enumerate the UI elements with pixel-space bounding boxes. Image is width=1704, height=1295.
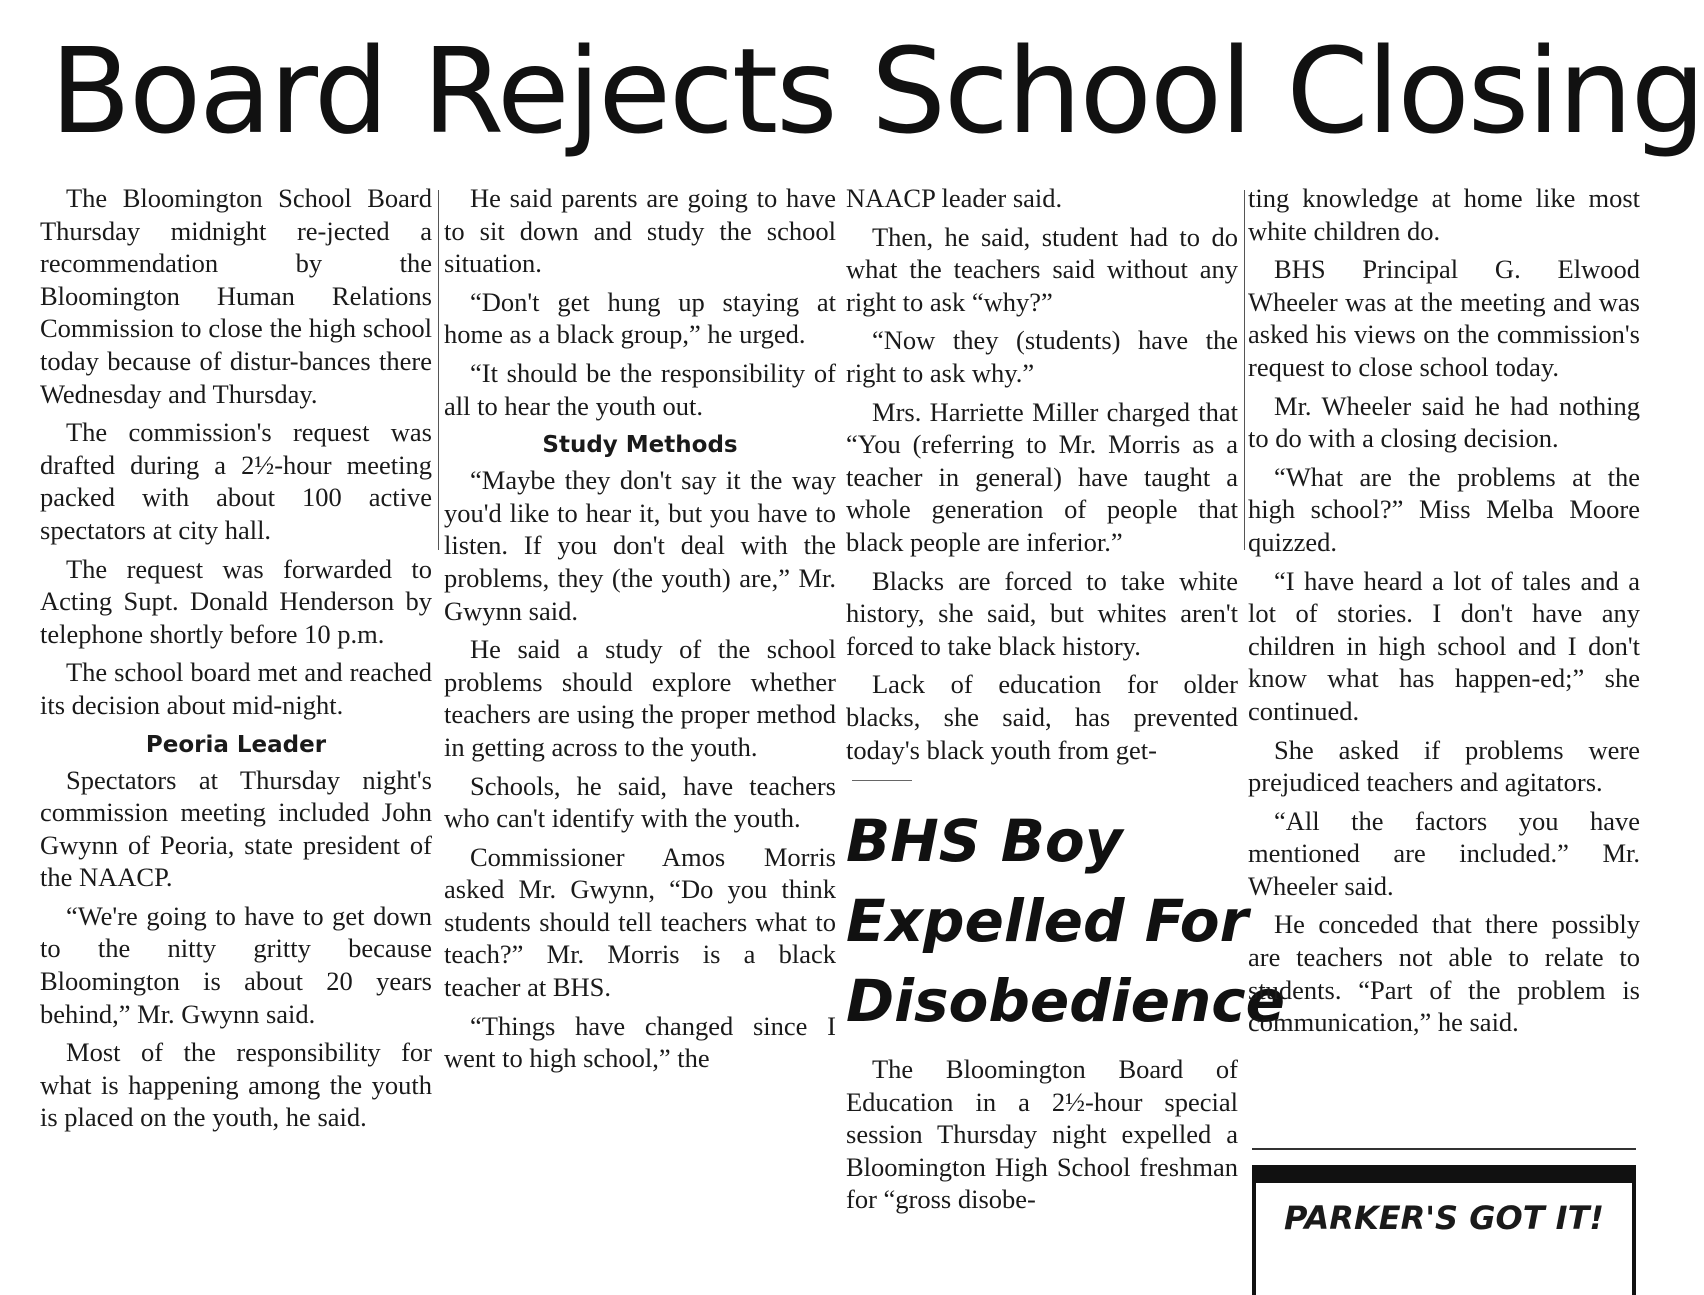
paragraph: Schools, he said, have teachers who can't identify with the youth. (444, 770, 836, 834)
paragraph: Mr. Wheeler said he had nothing to do with a closing decision. (1248, 390, 1640, 454)
paragraph: He conceded that there possibly are teachers not able to relate to students. “Part of the problem is communication,” he said. (1248, 909, 1640, 1038)
paragraph: Then, he said, student had to do what the teachers said without any right to ask “why?” (846, 221, 1238, 317)
secondary-headline-line: Expelled For (846, 887, 1249, 956)
paragraph: “We're going to have to get down to the nitty gritty because Bloomington is about 20 years behind,” Mr. Gwynn said. (40, 900, 432, 1029)
advertisement-box (1252, 1165, 1636, 1295)
article-column-4 (1248, 182, 1640, 1282)
article-divider (852, 780, 912, 781)
paragraph: The Bloomington Board of Education in a 2½-hour special session Thursday night expelled a Bloomington High School freshman for “gross disobe- (846, 1054, 1238, 1215)
paragraph: The commission's request was drafted during a 2½-hour meeting packed with about 100 active spectators at city hall. (40, 417, 432, 545)
article-divider (1252, 1148, 1636, 1150)
paragraph: BHS Principal G. Elwood Wheeler was at the meeting and was asked his views on the commission's request to close school today. (1248, 254, 1640, 382)
paragraph: “It should be the responsibility of all to hear the youth out. (444, 357, 836, 421)
article-column-3 (846, 182, 1285, 1282)
section-subhead: Peoria Leader (145, 731, 327, 758)
secondary-headline (846, 801, 1285, 1041)
ad-headline: PARKER'S GOT IT! (1284, 1199, 1604, 1237)
column-rule (1244, 190, 1245, 550)
article-column-1 (40, 182, 432, 1282)
paragraph: Mrs. Harriette Miller charged that “You (referring to Mr. Morris as a teacher in general) have taught a whole generation of people that black people are inferior.” (846, 396, 1238, 557)
paragraph: He said a study of the school problems should explore whether teachers are using the proper method in getting across to the youth. (444, 634, 836, 762)
paragraph: He said parents are going to have to sit down and study the school situation. (444, 183, 836, 279)
paragraph: “Things have changed since I went to high school,” the (444, 1010, 836, 1074)
paragraph: “I have heard a lot of tales and a lot of stories. I don't have any children in high school and I don't know what has happen-ed;” she continued. (1248, 565, 1640, 726)
paragraph: NAACP leader said. (846, 183, 1063, 213)
article-column-2 (444, 182, 836, 1282)
paragraph: Lack of education for older blacks, she said, has prevented today's black youth from get- (846, 669, 1238, 765)
paragraph: “Don't get hung up staying at home as a black group,” he urged. (444, 286, 836, 350)
ad-top-bar (1256, 1169, 1632, 1183)
paragraph: Spectators at Thursday night's commission meeting included John Gwynn of Peoria, state president of the NAACP. (40, 764, 432, 893)
paragraph: “Maybe they don't say it the way you'd like to hear it, but you have to listen. If you don't deal with the problems, they (the youth) are,” Mr. Gwynn said. (444, 465, 836, 626)
paragraph: The Bloomington School Board Thursday midnight re-jected a recommendation by the Bloomington Human Relations Commission to close the high school today because of distur-bances there Wednesday and Thursday. (40, 183, 432, 409)
paragraph: “Now they (students) have the right to ask why.” (846, 325, 1238, 388)
paragraph: Most of the responsibility for what is happening among the youth is placed on the youth, he said. (40, 1037, 432, 1133)
paragraph: Commissioner Amos Morris asked Mr. Gwynn, “Do you think students should tell teachers what to teach?” Mr. Morris is a black teacher at BHS. (444, 841, 836, 1003)
headline: Board Rejects School Closing (50, 22, 1704, 160)
secondary-headline-line: BHS Boy (846, 807, 1123, 876)
paragraph: Blacks are forced to take white history, she said, but whites aren't forced to take black history. (846, 565, 1238, 661)
section-subhead: Study Methods (542, 432, 738, 459)
column-rule (438, 190, 439, 550)
paragraph: “All the factors you have mentioned are included.” Mr. Wheeler said. (1248, 805, 1640, 901)
paragraph: ting knowledge at home like most white children do. (1248, 183, 1640, 246)
paragraph: The request was forwarded to Acting Supt. Donald Henderson by telephone shortly before 10 p.m. (40, 553, 432, 649)
paragraph: The school board met and reached its decision about mid-night. (40, 657, 432, 720)
paragraph: “What are the problems at the high school?” Miss Melba Moore quizzed. (1248, 461, 1640, 557)
secondary-headline-line: Disobedience (846, 967, 1285, 1036)
paragraph: She asked if problems were prejudiced teachers and agitators. (1248, 734, 1640, 798)
